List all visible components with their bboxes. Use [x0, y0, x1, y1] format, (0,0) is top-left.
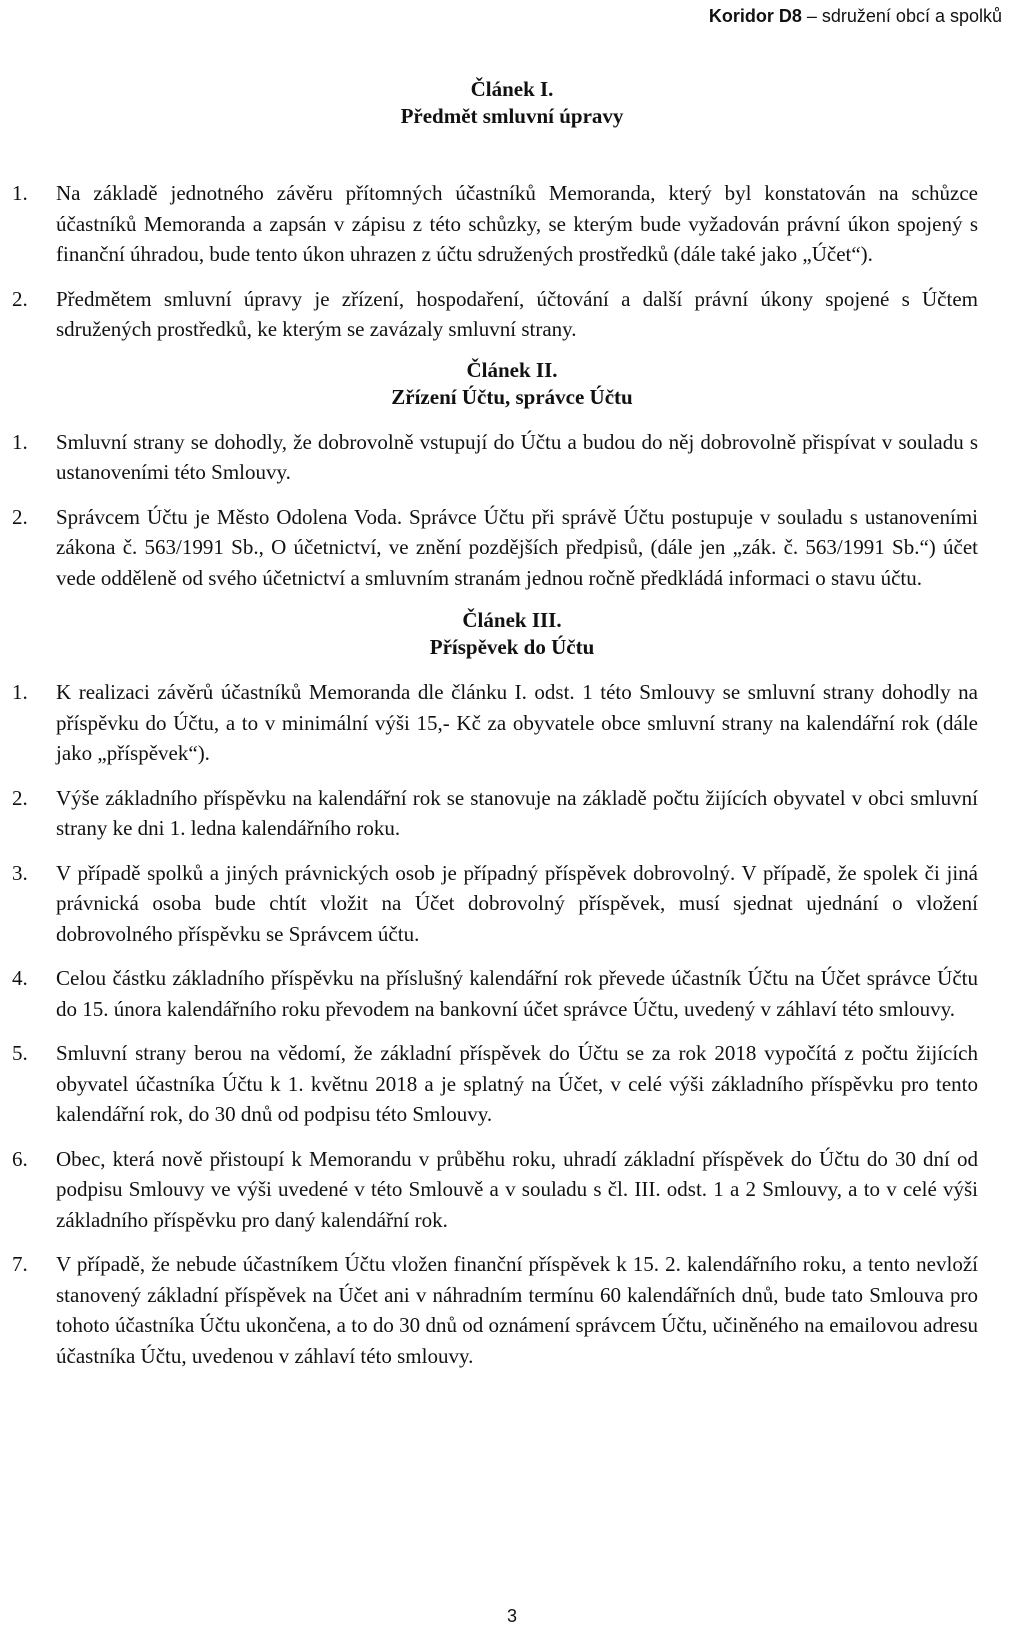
article-heading — [0, 357, 1024, 411]
paragraph-text: Výše základního příspěvku na kalendářní rok se stanovuje na základě počtu žijících obyvatel v obci smluvní strany ke dni 1. ledna kalendářního roku. — [56, 785, 978, 840]
paragraph-text: V případě spolků a jiných právnických osob je případný příspěvek dobrovolný. V případě, že spolek či jiná právnická osoba bude chtít vložit na Účet dobrovolný příspěvek, musí sjednat ujednání o vložení dobrovolného příspěvku se Správcem účtu. — [56, 860, 978, 946]
article-title: Zřízení Účtu, správce Účtu — [391, 384, 633, 409]
header-org-name: Koridor D8 — [708, 6, 802, 26]
paragraph — [12, 284, 978, 345]
article-title: Příspěvek do Účtu — [429, 635, 595, 659]
paragraph — [12, 1038, 978, 1130]
paragraph — [12, 783, 978, 844]
paragraph-number: 2. — [12, 286, 28, 311]
paragraph-number: 4. — [12, 966, 28, 990]
paragraph-text: Správcem Účtu je Město Odolena Voda. Správce Účtu při správě Účtu postupuje v souladu s ustanoveními zákona č. 563/1991 Sb., O účetnictví, ve znění pozdějších předpisů, (dále jen „zák. č. 563/1991 Sb.“) účet vede odděleně od svého účetnictví a smluvním stranám jednou ročně předkládá informaci o stavu účtu. — [56, 504, 978, 590]
paragraph-number: 3. — [12, 860, 28, 885]
paragraph — [12, 858, 978, 950]
paragraph — [12, 1144, 978, 1236]
paragraph-text: Na základě jednotného závěru přítomných účastníků Memoranda, který byl konstatován na schůzce účastníků Memoranda a zapsán v zápisu z této schůzky, se kterým bude vyžadován právní úkon spojený s finanční úhradou, bude tento úkon uhrazen z účtu sdružených prostředků (dále také jako „Účet“). — [56, 181, 978, 266]
paragraph-number: 5. — [12, 1041, 28, 1065]
paragraph — [12, 178, 978, 270]
paragraph-number: 1. — [12, 181, 28, 205]
article-number: Článek III. — [462, 608, 562, 632]
paragraph-number: 6. — [12, 1146, 28, 1171]
header-org-description: – sdružení obcí a spolků — [801, 6, 1002, 26]
paragraph-text: Obec, která nově přistoupí k Memorandu v průběhu roku, uhradí základní příspěvek do Účtu do 30 dní od podpisu Smlouvy ve výši uvedené v této Smlouvě a v souladu s čl. III. odst. 1 a 2 Smlouvy, a to v celé výši základního příspěvku pro daný kalendářní rok. — [56, 1146, 978, 1232]
paragraph-number: 7. — [12, 1252, 28, 1276]
paragraph — [12, 502, 978, 594]
paragraph — [12, 677, 978, 769]
paragraph — [12, 1249, 978, 1371]
paragraph-text: V případě, že nebude účastníkem Účtu vložen finanční příspěvek k 15. 2. kalendářního roku, a tento nevloží stanovený základní příspěvek na Účet ani v náhradním termínu 60 kalendářních dnů, bude tato Smlouva pro tohoto účastníka Účtu ukončena, a to do 30 dnů od oznámení správcem Účtu, učiněného na emailovou adresu účastníka Účtu, uvedenou v záhlaví této smlouvy. — [56, 1252, 978, 1368]
article-heading — [0, 607, 1024, 661]
paragraph — [12, 427, 978, 488]
paragraph-number: 2. — [12, 504, 28, 529]
paragraph-text: Celou částku základního příspěvku na příslušný kalendářní rok převede účastník Účtu na Účet správce Účtu do 15. února kalendářního roku převodem na bankovní účet správce Účtu, uvedený v záhlaví této smlouvy. — [56, 966, 978, 1021]
document-body — [0, 76, 1024, 1371]
paragraph-text: K realizaci závěrů účastníků Memoranda dle článku I. odst. 1 této Smlouvy se smluvní strany dohodly na příspěvku do Účtu, a to v minimální výši 15,- Kč za obyvatele obce smluvní strany na kalendářní rok (dále jako „příspěvek“). — [56, 680, 978, 765]
page-header — [709, 6, 1002, 27]
article-heading — [0, 76, 1024, 130]
paragraph-text: Smluvní strany berou na vědomí, že základní příspěvek do Účtu se za rok 2018 vypočítá z počtu žijících obyvatel účastníka Účtu k 1. květnu 2018 a je splatný na Účet, v celé výši základního příspěvku pro tento kalendářní rok, do 30 dnů od podpisu této Smlouvy. — [56, 1041, 978, 1126]
paragraph-number: 1. — [12, 680, 28, 704]
article-number: Článek I. — [470, 77, 554, 101]
article-number: Článek II. — [466, 357, 558, 382]
paragraph-text: Smluvní strany se dohodly, že dobrovolně vstupují do Účtu a budou do něj dobrovolně přispívat v souladu s ustanoveními této Smlouvy. — [56, 429, 978, 484]
page-number: 3 — [506, 1606, 517, 1626]
paragraph-number: 1. — [12, 429, 28, 454]
paragraph — [12, 963, 978, 1024]
article-title: Předmět smluvní úpravy — [400, 104, 624, 128]
paragraph-number: 2. — [12, 785, 28, 810]
paragraph-text: Předmětem smluvní úpravy je zřízení, hospodaření, účtování a další právní úkony spojené s Účtem sdružených prostředků, ke kterým se zavázaly smluvní strany. — [56, 286, 978, 341]
